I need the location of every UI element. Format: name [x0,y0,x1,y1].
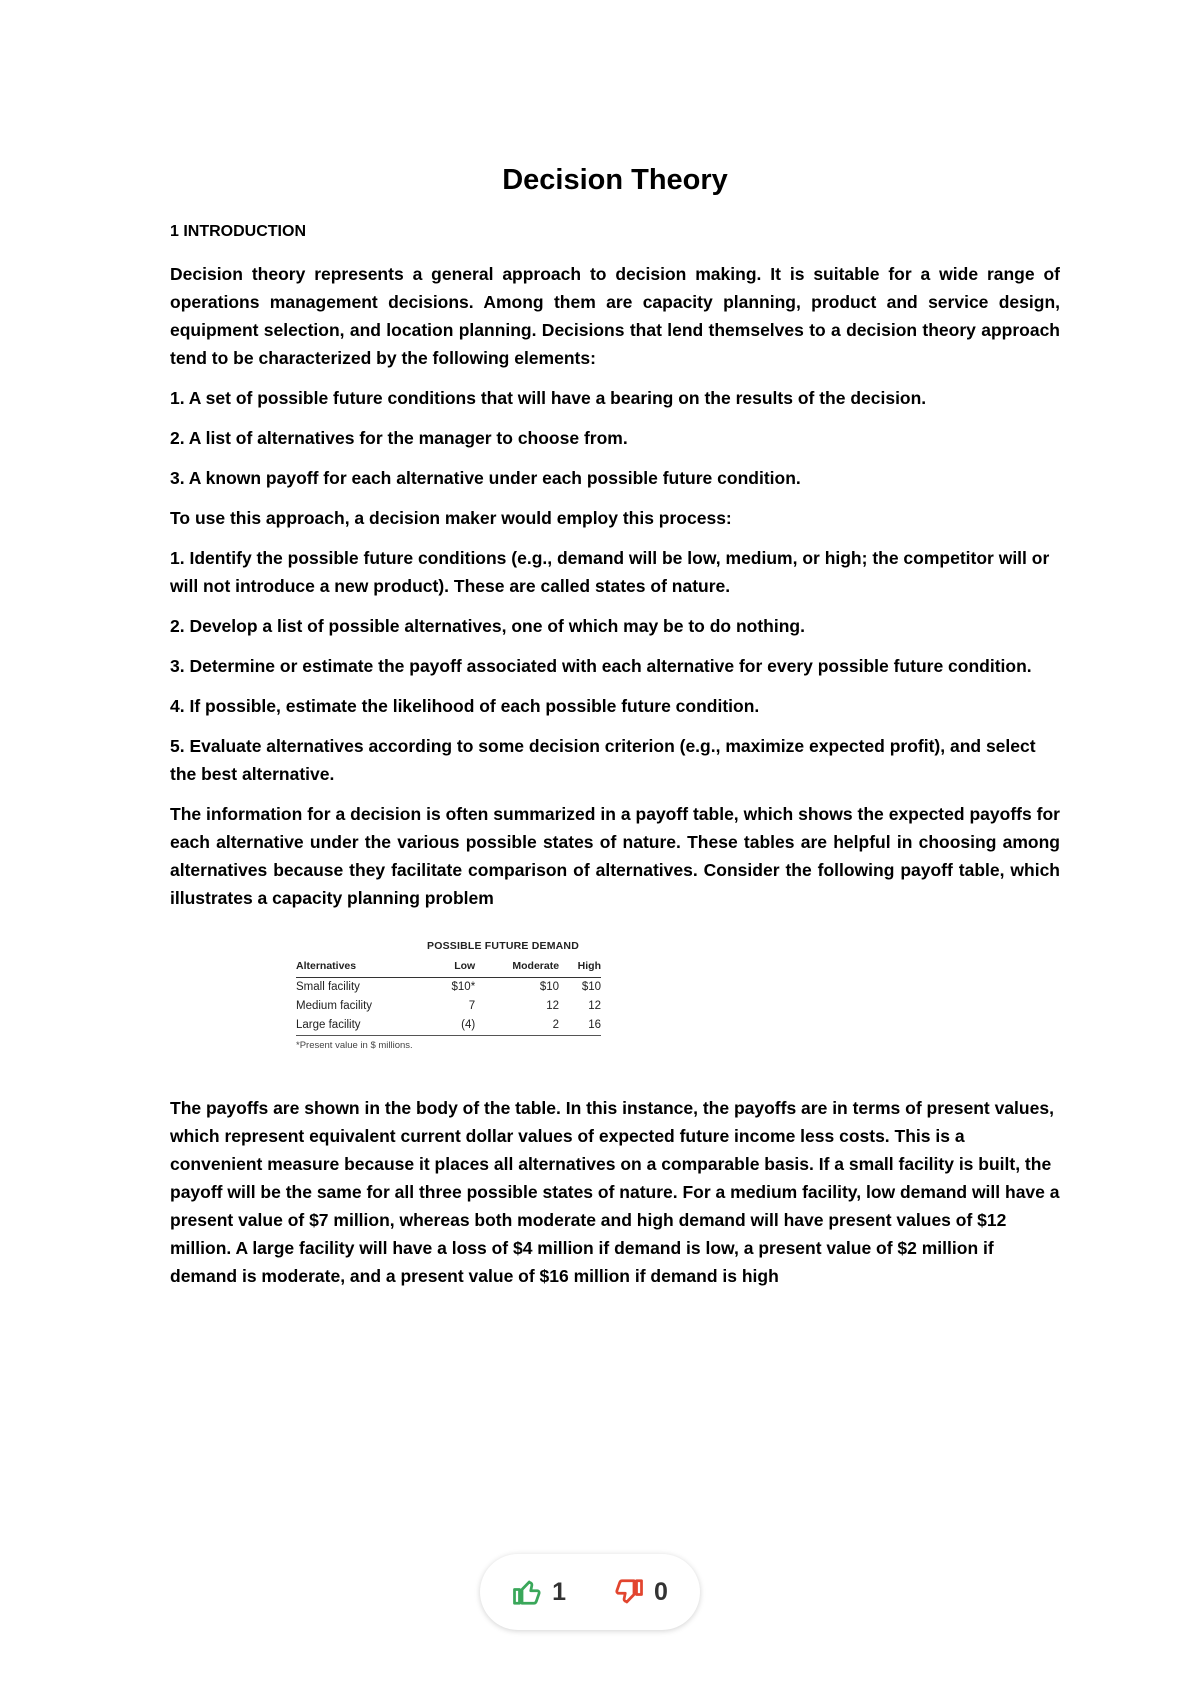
table-header-row [296,955,601,978]
element-item-2: 2. A list of alternatives for the manager to choose from. [170,428,628,448]
table-cell: (4) [433,1016,476,1036]
process-step-2: 2. Develop a list of possible alternatives, one of which may be to do nothing. [170,616,805,636]
upvote-button[interactable] [512,1577,566,1607]
payoff-table-caption: POSSIBLE FUTURE DEMAND [427,940,579,952]
table-cell: Small facility [296,981,360,993]
element-item-3: 3. A known payoff for each alternative under each possible future condition. [170,468,801,488]
thumbs-up-icon [512,1577,542,1607]
closing-paragraph: The payoffs are shown in the body of the table. In this instance, the payoffs are in terms of present values, which represent equivalent current dollar values of expected future income less costs. This is a convenient measure because it places all alternatives on a comparable basis. If a small facility is built, the payoff will be the same for all three possible states of nature. For a medium facility, low demand will have a present value of $7 million, whereas both moderate and high demand will have present values of $12 million. A large facility will have a loss of $4 million if demand is low, a present value of $2 million if demand is moderate, and a present value of $16 million if demand is high [170,1098,1060,1286]
table-cell: Medium facility [296,1000,373,1012]
payoff-paragraph: The information for a decision is often summarized in a payoff table, which shows the expected payoffs for each alternative under the various possible states of nature. These tables are helpful in choosing among alternatives because they facilitate comparison of alternatives. Consider the following payoff table, which illustrates a capacity planning problem [170,804,1060,908]
intro-paragraph: Decision theory represents a general approach to decision making. It is suitable for a wide range of operations management decisions. Among them are capacity planning, product and service design, equipment selection, and location planning. Decisions that lend themselves to a decision theory approach tend to be characterized by the following elements: [170,264,1060,368]
element-item-1: 1. A set of possible future conditions that will have a bearing on the results of the decision. [170,388,927,408]
downvote-count: 0 [654,1577,668,1606]
process-step-5: 5. Evaluate alternatives according to some decision criterion (e.g., maximize expected profit), and select the best alternative. [170,736,1036,784]
process-intro: To use this approach, a decision maker would employ this process: [170,508,732,528]
document-page [170,160,1060,1302]
document-title: Decision Theory [502,164,728,196]
table-row [296,978,601,998]
table-cell: 7 [468,1000,476,1012]
table-cell: $10 [539,981,560,993]
payoff-table-figure [296,938,601,1054]
table-header-cell: Alternatives [296,955,433,978]
table-cell: 16 [559,1016,601,1036]
thumbs-down-icon [614,1577,644,1607]
table-cell: $10 [581,981,601,993]
table-header-cell: Low [433,955,476,978]
payoff-table [296,955,601,1036]
table-cell: Large facility [296,1016,433,1036]
table-cell: 2 [475,1016,559,1036]
payoff-table-footnote: *Present value in $ millions. [296,1040,413,1051]
table-cell: 12 [588,1000,601,1012]
vote-bar [480,1554,700,1630]
process-step-1: 1. Identify the possible future conditions (e.g., demand will be low, medium, or high; the competitor will or will not introduce a new product). These are called states of nature. [170,548,1050,596]
table-cell: $10* [451,981,476,993]
table-row [296,1016,601,1036]
table-cell: 12 [546,1000,560,1012]
table-row [296,997,601,1016]
process-step-3: 3. Determine or estimate the payoff associated with each alternative for every possible future condition. [170,656,1032,676]
table-header-cell: High [559,955,601,978]
upvote-count: 1 [552,1577,566,1606]
section-heading: 1 INTRODUCTION [170,223,306,240]
process-step-4: 4. If possible, estimate the likelihood of each possible future condition. [170,696,760,716]
downvote-button[interactable] [614,1577,668,1607]
table-header-cell: Moderate [475,955,559,978]
